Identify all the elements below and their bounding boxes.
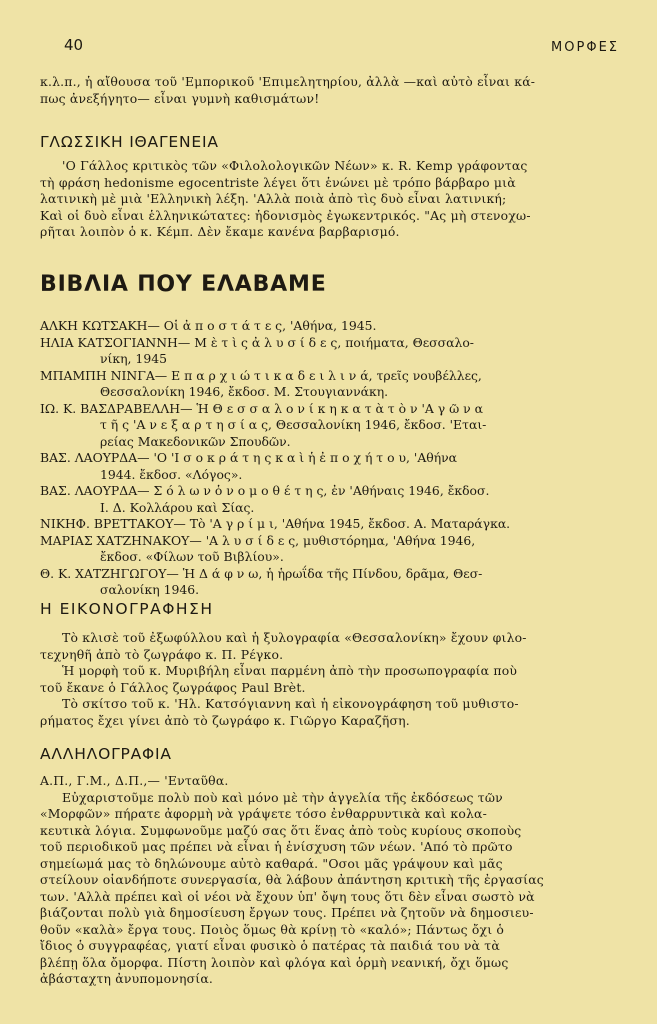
book-entry: [40, 368, 640, 401]
book-details: Ε π α ρ χ ι ώ τ ι κ α δ ε ι λ ι ν ά, τρεῖς νουβέλλες,: [167, 367, 482, 383]
book-details-cont: ἔκδοσ. «Φίλων τοῦ Βιβλίου».: [100, 549, 284, 564]
section-body-correspondence: [40, 773, 640, 988]
book-details-cont: [40, 417, 640, 450]
book-details-cont: σαλονίκη 1946.: [100, 582, 200, 597]
intro-paragraph: [40, 74, 640, 107]
book-details-cont: τ ῆ ς 'Α ν ε ξ α ρ τ η σ ί α ς, Θεσσαλονίκη 1946, ἔκδοσ. 'Εται-: [100, 417, 487, 432]
text-line: θοῦν «καλὰ» ἔργα τους. Ποιὸς ὅμως θὰ κρίνῃ τὸ «καλό»; Πάντως ὄχι ὁ: [40, 921, 505, 937]
running-title: ΜΟΡΦΕΣ: [551, 40, 619, 55]
text-line: των. 'Αλλὰ πρέπει καὶ οἱ νέοι νὰ ἔχουν ὑπ' ὄψη τους ὅτι δὲν εἶναι σωστὸ νὰ: [40, 888, 535, 904]
book-details-cont: 1944. ἔκδοσ. «Λόγος».: [100, 466, 243, 482]
book-details-cont: νίκη, 1945: [100, 351, 167, 366]
text-line: τοῦ ἔκανε ὁ Γάλλος ζωγράφος Paul Brèt.: [40, 679, 306, 695]
page-header: [64, 36, 627, 58]
book-author: ΝΙΚΗΦ. ΒΡΕΤΤΑΚΟΥ—: [40, 516, 186, 531]
book-author: ΑΛΚΗ ΚΩΤΣΑΚΗ—: [40, 318, 160, 333]
section-body-language: [40, 158, 640, 241]
text-line: Α.Π., Γ.Μ., Δ.Π.,— 'Ενταῦθα.: [40, 773, 229, 788]
book-entry: [40, 566, 640, 599]
text-line: κ.λ.π., ἡ αἴθουσα τοῦ 'Εμπορικοῦ 'Επιμελητηρίου, ἀλλὰ —καὶ αὐτὸ εἶναι κά-: [40, 74, 536, 89]
book-details: Τὸ 'Α γ ρ ί μ ι, 'Αθήνα 1945, ἔκδοσ. Α. Ματαράγκα.: [185, 516, 511, 531]
book-author: ΗΛΙΑ ΚΑΤΣΟΓΙΑΝΝΗ—: [40, 334, 191, 350]
book-details-cont: ρείας Μακεδονικῶν Σπουδῶν.: [100, 433, 291, 449]
book-details: Ἡ Δ ά φ ν ω, ἡ ἡρωΐδα τῆς Πίνδου, δρᾶμα, Θεσ-: [178, 565, 483, 581]
text-line: τοῦ περιοδικοῦ μας πρέπει νὰ εἶναι ἡ ἐνίσχυση τῶν νέων. 'Από τὸ πρῶτο: [40, 839, 513, 854]
book-entry: [40, 483, 640, 516]
book-list: [40, 318, 640, 599]
book-details: 'Α λ υ σ ί δ ε ς, μυθιστόρημα, 'Αθήνα 1946,: [201, 532, 476, 548]
section-title-language: ΓΛΩΣΣΙΚΗ ΙΘΑΓΕΝΕΙΑ: [40, 133, 219, 151]
book-author: ΜΠΑΜΠΗ ΝΙΝΓΑ—: [40, 367, 168, 383]
book-details: Ἡ Θ ε σ σ α λ ο ν ί κ η κ α τ ὰ τ ὸ ν 'Α γ ῶ ν α: [192, 400, 483, 416]
text-line: Ἡ μορφὴ τοῦ κ. Μυριβήλη εἶναι παρμένη ἀπὸ τὴν προσωπογραφία ποὺ: [62, 663, 518, 678]
text-line: ἀβάσταχτη ἀνυπομονησία.: [40, 971, 214, 986]
book-entry: [40, 533, 640, 566]
page-number: 40: [64, 36, 84, 54]
text-line: πως ἀνεξήγητο— εἶναι γυμνὴ καθισμάτων!: [40, 90, 320, 106]
book-author: ΙΩ. Κ. ΒΑΣΔΡΑΒΕΛΛΗ—: [40, 400, 193, 416]
text-line: ρήματος ἔχει γίνει ἀπὸ τὸ ζωγράφο κ. Γιῶργο Καραζῆση.: [40, 712, 410, 728]
text-line: λατινικὴ μὲ μιὰ 'Ελληνικὴ λέξη. 'Αλλὰ ποιὰ ἀπὸ τὶς δυὸ εἶναι λατινική;: [40, 191, 507, 206]
text-line: ἴδιος ὁ συγγραφέας, γιατί εἶναι φυσικὸ ὁ πατέρας τὰ παιδιά του νὰ τὰ: [40, 938, 500, 953]
book-details: 'Ο 'Ι σ ο κ ρ ά τ η ς κ α ὶ ἡ ἐ π ο χ ή τ ο υ, 'Αθήνα: [149, 450, 458, 465]
book-author: ΜΑΡΙΑΣ ΧΑΤΖΗΝΑΚΟΥ—: [40, 532, 202, 548]
book-details: Σ ό λ ω ν ὁ ν ο μ ο θ έ τ η ς, ἐν 'Αθήναις 1946, ἔκδοσ.: [149, 483, 490, 498]
book-details: Οἱ ἀ π ο σ τ ά τ ε ς, 'Αθήνα, 1945.: [159, 318, 377, 333]
book-entry: [40, 401, 640, 451]
text-line: τὴ φράση hedonisme egocentriste λέγει ὅτι ἑνώνει μὲ τρόπο βάρβαρο μιὰ: [40, 174, 516, 190]
book-details-cont: Ι. Δ. Κολλάρου καὶ Σίας.: [100, 499, 255, 515]
text-line: 'Ο Γάλλος κριτικὸς τῶν «Φιλολολογικῶν Νέων» κ. R. Kemp γράφοντας: [62, 158, 528, 173]
book-details: Μ ὲ τ ὶ ς ἀ λ υ σ ί δ ε ς, ποιήματα, Θεσσαλο-: [190, 334, 474, 350]
text-line: ρῆται λοιπὸν ὁ κ. Κέμπ. Δὲν ἔκαμε κανένα βαρβαρισμό.: [40, 224, 400, 239]
text-line: τεχνηθῆ ἀπὸ τὸ ζωγράφο κ. Π. Ρέγκο.: [40, 646, 284, 662]
text-line: «Μορφῶν» πήρατε ἀφορμὴ νὰ γράψετε τόσο ἐνθαρρυντικὰ καὶ κολα-: [40, 806, 488, 821]
section-title-books: ΒΙΒΛΙΑ ΠΟΥ ΕΛΑΒΑΜΕ: [40, 272, 327, 297]
text-line: βλέπῃ ὅλα ὄμορφα. Πίστη λοιπὸν καὶ φλόγα καὶ ὁρμὴ νεανική, ὄχι ὅμως: [40, 954, 509, 970]
book-author: ΒΑΣ. ΛΑΟΥΡΔΑ—: [40, 483, 150, 498]
text-line: Εὐχαριστοῦμε πολὺ ποὺ καὶ μόνο μὲ τὴν ἀγγελία τῆς ἐκδόσεως τῶν: [62, 789, 503, 805]
book-entry: [40, 335, 640, 368]
book-author: ΒΑΣ. ΛΑΟΥΡΔΑ—: [40, 450, 150, 465]
book-entry: [40, 516, 640, 533]
text-line: σημείωμά μας τὸ δηλώνουμε αὐτὸ καθαρά. "Οσοι μᾶς γράψουν καὶ μᾶς: [40, 855, 503, 871]
book-author: Θ. Κ. ΧΑΤΖΗΓΩΓΟΥ—: [40, 565, 179, 581]
text-line: βιάζονται πολὺ γιὰ δημοσίευση ἔργων τους. Πρέπει νὰ ζητοῦν νὰ δημοσιευ-: [40, 905, 534, 920]
text-line: κευτικὰ λόγια. Συμφωνοῦμε μαζύ σας ὅτι ἕνας ἀπὸ τοὺς κυρίους σκοποὺς: [40, 822, 522, 838]
section-title-illustration: Η ΕΙΚΟΝΟΓΡΑΦΗΣΗ: [40, 600, 214, 618]
book-entry: [40, 318, 640, 335]
book-details-cont: Θεσσαλονίκη 1946, ἔκδοσ. Μ. Στουγιαννάκη.: [100, 384, 389, 399]
text-line: Καὶ οἱ δυὸ εἶναι ἑλληνικώτατες: ἡδονισμὸς ἐγωκεντρικός. "Ας μὴ στενοχω-: [40, 207, 531, 223]
section-body-illustration: [40, 630, 640, 729]
text-line: Τὸ κλισὲ τοῦ ἐξωφύλλου καὶ ἡ ξυλογραφία «Θεσσαλονίκη» ἔχουν φιλο-: [62, 630, 527, 645]
book-entry: [40, 450, 640, 483]
section-title-correspondence: ΑΛΛΗΛΟΓΡΑΦΙΑ: [40, 745, 172, 763]
text-line: Τὸ σκίτσο τοῦ κ. 'Ηλ. Κατσόγιαννη καὶ ἡ εἰκονογράφηση τοῦ μυθιστο-: [62, 696, 519, 711]
text-line: στείλουν οἱανδήποτε συνεργασία, θὰ λάβουν ἀπάντηση κριτικὴ τῆς ἐργασίας: [40, 872, 544, 887]
